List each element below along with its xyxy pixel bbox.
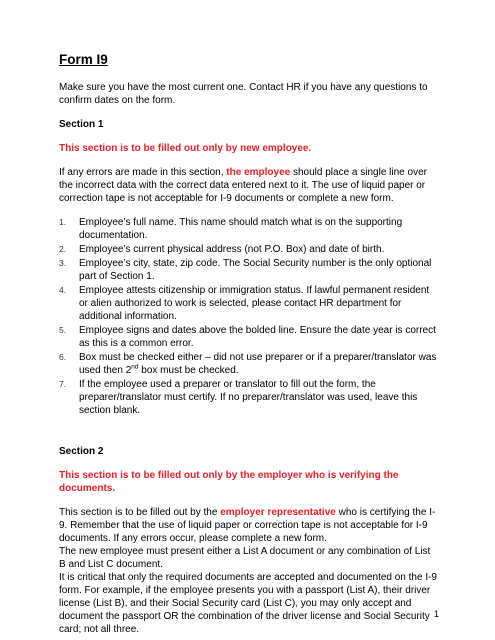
superscript: nd	[131, 363, 139, 371]
list-item	[59, 324, 439, 350]
errors-highlight: the employee	[226, 167, 291, 178]
item-number: 3.	[59, 258, 67, 268]
item-text: Employee’s full name. This name should match what is on the supporting documentation.	[79, 217, 403, 241]
section1-heading: Section 1	[59, 119, 104, 130]
item-number: 1.	[59, 217, 67, 227]
section1-notice: This section is to be filled out only by new employee.	[59, 143, 312, 154]
item-number: 4.	[59, 285, 67, 295]
item-number: 5.	[59, 325, 67, 335]
item-text-after: box must be checked.	[138, 365, 239, 376]
section2-heading: Section 2	[59, 446, 104, 457]
section2-notice: This section is to be filled out only by the employer who is verifying the documents.	[59, 470, 399, 494]
list-item	[59, 378, 439, 417]
item-number: 7.	[59, 379, 67, 389]
item-text-before: Box must be checked either – did not use preparer or if a preparer/translator was used then 2	[79, 352, 437, 376]
item-text: Employee attests citizenship or immigration status. If lawful permanent resident or alien authorized to work is selected, please contact HR department for additional information.	[79, 285, 430, 322]
page-title: Form I9	[59, 52, 108, 67]
section1-steps-list	[59, 216, 439, 417]
page-number: 1	[433, 609, 439, 619]
item-text: Employee’s city, state, zip code. The Social Security number is the only optional part of Section 1.	[79, 258, 432, 282]
list-item	[59, 257, 439, 283]
item-number: 2.	[59, 244, 67, 254]
section1-errors-paragraph	[59, 166, 439, 205]
list-item	[59, 284, 439, 323]
item-text: Employee signs and dates above the bolded line. Ensure the date year is correct as this is a common error.	[79, 325, 436, 349]
list-item	[59, 243, 439, 256]
list-item	[59, 216, 439, 242]
p1-prefix: This section is to be filled out by the	[59, 507, 221, 518]
item-number: 6.	[59, 352, 67, 362]
p1-suffix: who is certifying the I-9. Remember that the use of liquid paper or correction tape is not acceptable for I-9 documents. If any errors occur, please complete a new form.	[59, 507, 436, 544]
section2-paragraph-1	[59, 506, 439, 545]
section2-paragraph-2: The new employee must present either a List A document or any combination of List B and List C document.	[59, 546, 431, 570]
intro-paragraph: Make sure you have the most current one. Contact HR if you have any questions to confirm dates on the form.	[59, 82, 428, 106]
item-text: Employee’s current physical address (not P.O. Box) and date of birth.	[79, 244, 385, 255]
item-text: If the employee used a preparer or translator to fill out the form, the preparer/translator must certify. If no preparer/translator was used, leave this section blank.	[79, 379, 418, 416]
p1-highlight: employer representative	[220, 507, 336, 518]
section2-paragraph-3: It is critical that only the required documents are accepted and documented on the I-9 form. For example, if the employee presents you with a passport (List A), their driver license (List B), and their Social Security card (List C), you may only accept and document the passport OR the combination of the driver license and Social Security card; not all three.	[59, 572, 437, 635]
errors-suffix: should place a single line over the incorrect data with the correct data entered next to it. The use of liquid paper or correction tape is not acceptable for I-9 documents or complete a new form.	[59, 167, 427, 204]
list-item	[59, 351, 439, 377]
errors-prefix: If any errors are made in this section,	[59, 167, 227, 178]
